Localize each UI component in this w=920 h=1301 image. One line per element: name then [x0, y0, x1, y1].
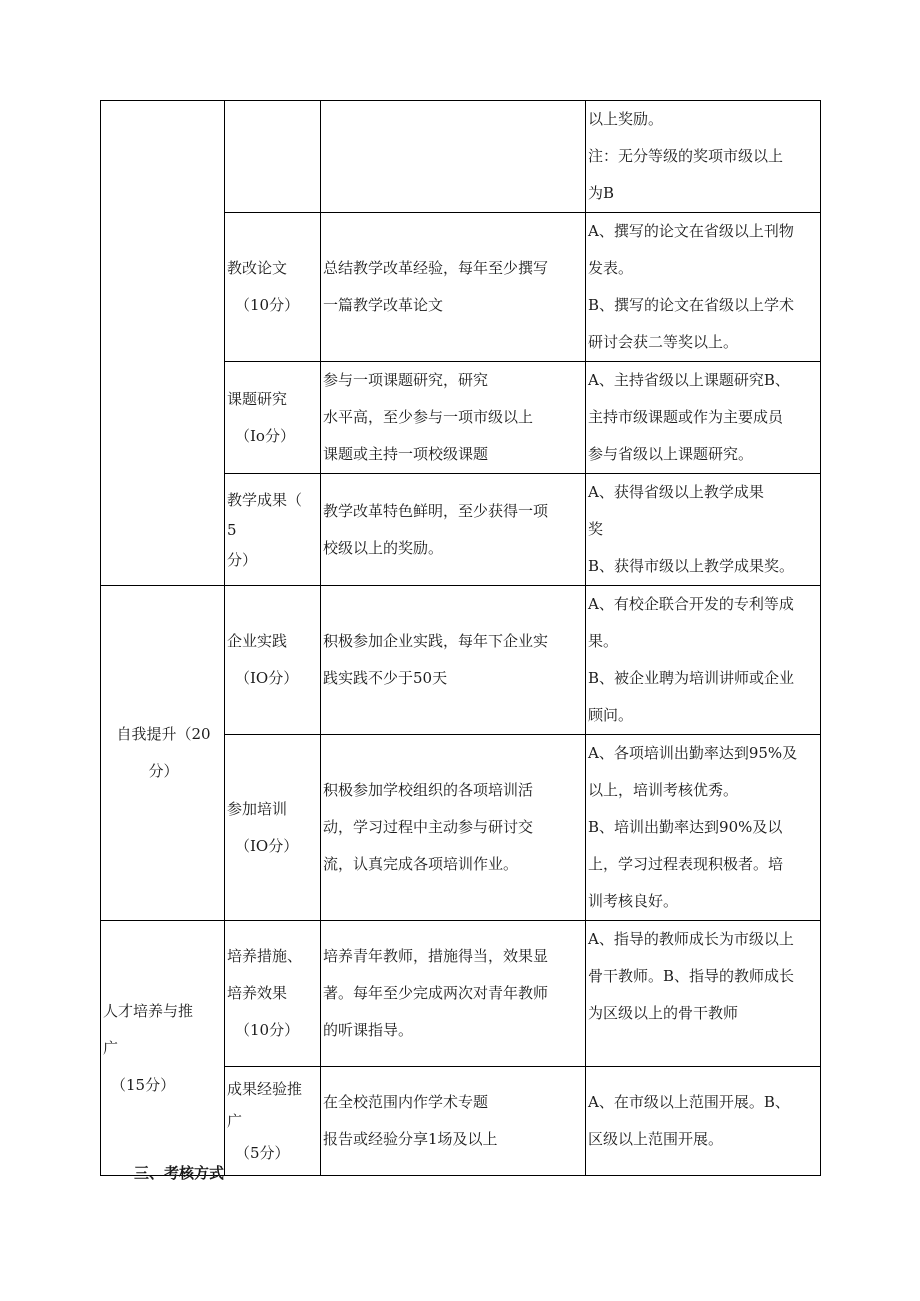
item-cell: 课题研究 （Io分） [225, 362, 321, 474]
item-cell: 教改论文 （10分） [225, 213, 321, 362]
item-cell: 参加培训 （IO分） [225, 735, 321, 921]
criteria-cell: A、获得省级以上教学成果 奖 B、获得市级以上教学成果奖。 [586, 474, 821, 586]
criteria-cell: A、撰写的论文在省级以上刊物 发表。 B、撰写的论文在省级以上学术 研讨会获二等奖以上。 [586, 213, 821, 362]
item-cell: 企业实践 （IO分） [225, 586, 321, 735]
table-row [101, 101, 821, 213]
requirement-cell: 总结教学改革经验，每年至少撰写 一篇教学改革论文 [321, 213, 586, 362]
item-cell [225, 101, 321, 213]
category-cell-self-improvement: 自我提升（20 分） [101, 586, 225, 921]
criteria-cell: A、指导的教师成长为市级以上 骨干教师。B、指导的教师成长 为区级以上的骨干教师 [586, 921, 821, 1067]
criteria-cell: 以上奖励。 注：无分等级的奖项市级以上 为B [586, 101, 821, 213]
item-cell: 培养措施、 培养效果 （10分） [225, 921, 321, 1067]
section-heading: 三、考核方式 [134, 1164, 225, 1182]
table-row [101, 586, 821, 735]
requirement-cell: 参与一项课题研究，研究 水平高，至少参与一项市级以上 课题或主持一项校级课题 [321, 362, 586, 474]
requirement-cell: 积极参加学校组织的各项培训活 动，学习过程中主动参与研讨交 流，认真完成各项培训作业。 [321, 735, 586, 921]
requirement-cell: 培养青年教师，措施得当，效果显 著。每年至少完成两次对青年教师 的听课指导。 [321, 921, 586, 1067]
requirement-cell: 在全校范围内作学术专题 报告或经验分享1场及以上 [321, 1067, 586, 1176]
criteria-cell: A、在市级以上范围开展。B、 区级以上范围开展。 [586, 1067, 821, 1176]
item-cell: 成果经验推 广 （5分） [225, 1067, 321, 1176]
criteria-cell: A、各项培训出勤率达到95%及 以上，培训考核优秀。 B、培训出勤率达到90%及以 上，学习过程表现积极者。培 训考核良好。 [586, 735, 821, 921]
requirement-cell [321, 101, 586, 213]
requirement-cell: 积极参加企业实践，每年下企业实 践实践不少于50天 [321, 586, 586, 735]
requirement-cell: 教学改革特色鲜明，至少获得一项 校级以上的奖励。 [321, 474, 586, 586]
assessment-table [100, 100, 821, 1176]
item-cell: 教学成果（ 5 分） [225, 474, 321, 586]
table-row [101, 921, 821, 1067]
criteria-cell: A、有校企联合开发的专利等成 果。 B、被企业聘为培训讲师或企业 顾问。 [586, 586, 821, 735]
criteria-cell: A、主持省级以上课题研究B、 主持市级课题或作为主要成员 参与省级以上课题研究。 [586, 362, 821, 474]
category-cell-continued [101, 101, 225, 586]
category-cell-talent-cultivation: 人才培养与推 广 （15分） [101, 921, 225, 1176]
